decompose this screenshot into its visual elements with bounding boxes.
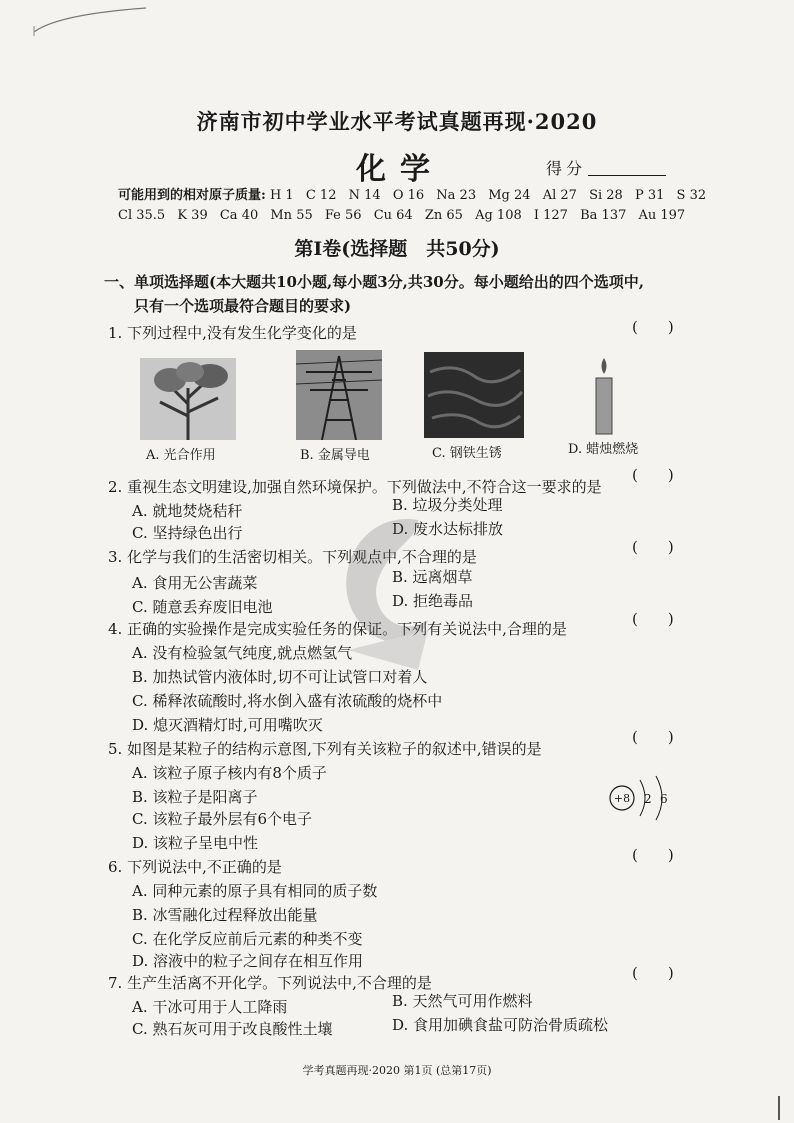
exam-title: 济南市初中学业水平考试真题再现·2020 (196, 109, 598, 134)
q7-option-c[interactable]: C. 熟石灰可用于改良酸性土壤 (132, 1020, 333, 1038)
q3-option-d[interactable]: D. 拒绝毒品 (392, 592, 474, 610)
answer-paren-5[interactable]: ( ) (632, 728, 674, 746)
atomic-masses-row-2 (118, 208, 693, 223)
answer-paren-4[interactable]: ( ) (632, 610, 674, 628)
atomic-mass-item: C 12 (305, 188, 337, 203)
atomic-mass-item: Na 23 (436, 188, 477, 203)
answer-paren-6[interactable]: ( ) (632, 846, 674, 864)
atomic-masses-row-1 (118, 184, 714, 203)
atomic-mass-item: Mg 24 (488, 188, 531, 203)
q5-option-a[interactable]: A. 该粒子原子核内有8个质子 (132, 764, 327, 782)
q6-option-d[interactable]: D. 溶液中的粒子之间存在相互作用 (132, 952, 364, 970)
atomic-mass-item: Zn 65 (424, 208, 463, 223)
particle-structure-diagram (604, 768, 684, 828)
answer-paren-1[interactable]: ( ) (632, 318, 674, 336)
electron-shell-2: 6 (660, 792, 668, 806)
q1-caption-a: A. 光合作用 (146, 448, 216, 463)
section-intro (104, 270, 704, 318)
atomic-mass-item: Fe 56 (324, 208, 362, 223)
atomic-mass-item: I 127 (533, 208, 568, 223)
q2-option-d[interactable]: D. 废水达标排放 (392, 520, 504, 538)
score-label: 得分 (546, 159, 587, 178)
q4-option-b[interactable]: B. 加热试管内液体时,切不可让试管口对着人 (132, 668, 428, 686)
q7-option-d[interactable]: D. 食用加碘食盐可防治骨质疏松 (392, 1016, 609, 1034)
q3-option-b[interactable]: B. 远离烟草 (392, 568, 473, 586)
atomic-mass-item: P 31 (634, 188, 665, 203)
section-intro-line-1: 一、单项选择题(本大题共10小题,每小题3分,共30分。每小题给出的四个选项中, (104, 273, 644, 291)
q1-caption-c: C. 钢铁生锈 (432, 446, 502, 461)
q6-option-b[interactable]: B. 冰雪融化过程释放出能量 (132, 906, 318, 924)
q2-option-a[interactable]: A. 就地焚烧秸秆 (132, 502, 243, 520)
question-1-stem: 1. 下列过程中,没有发生化学变化的是 (108, 324, 357, 342)
atomic-mass-item: Ag 108 (475, 208, 522, 223)
rusty-steel-image (424, 352, 524, 438)
q5-option-b[interactable]: B. 该粒子是阳离子 (132, 788, 258, 806)
section-intro-line-2: 只有一个选项最符合题目的要求) (134, 297, 352, 315)
q4-option-a[interactable]: A. 没有检验氢气纯度,就点燃氢气 (132, 644, 353, 662)
atomic-mass-item: K 39 (177, 208, 208, 223)
nucleus-charge: +8 (613, 792, 631, 805)
atomic-mass-item: S 32 (676, 188, 707, 203)
page-footer: 学考真题再现·2020 第1页 (总第17页) (302, 1064, 492, 1077)
answer-paren-2[interactable]: ( ) (632, 466, 674, 484)
question-3-stem: 3. 化学与我们的生活密切相关。下列观点中,不合理的是 (108, 548, 477, 566)
question-2-stem: 2. 重视生态文明建设,加强自然环境保护。下列做法中,不符合这一要求的是 (108, 478, 602, 496)
question-5-stem: 5. 如图是某粒子的结构示意图,下列有关该粒子的叙述中,错误的是 (108, 740, 542, 758)
atomic-mass-item: Si 28 (589, 188, 623, 203)
electron-shell-1: 2 (644, 792, 652, 806)
atomic-mass-item: Cl 35.5 (118, 208, 166, 223)
q3-option-a[interactable]: A. 食用无公害蔬菜 (132, 574, 258, 592)
score-field (546, 156, 666, 179)
question-4-stem: 4. 正确的实验操作是完成实验任务的保证。下列有关说法中,合理的是 (108, 620, 567, 638)
atomic-mass-item: Ca 40 (219, 208, 259, 223)
atomic-masses-label: 可能用到的相对原子质量: (118, 188, 266, 203)
atomic-mass-item: Au 197 (638, 208, 686, 223)
candle-image (590, 356, 618, 436)
question-7-stem: 7. 生产生活离不开化学。下列说法中,不合理的是 (108, 974, 432, 992)
q2-option-b[interactable]: B. 垃圾分类处理 (392, 496, 503, 514)
q2-option-c[interactable]: C. 坚持绿色出行 (132, 524, 243, 542)
section-title: 第Ⅰ卷(选择题 共50分) (294, 238, 500, 260)
q4-option-c[interactable]: C. 稀释浓硫酸时,将水倒入盛有浓硫酸的烧杯中 (132, 692, 443, 710)
scan-corner-mark (30, 6, 150, 36)
atomic-mass-item: Mn 55 (270, 208, 313, 223)
power-tower-image (296, 350, 382, 440)
atomic-mass-item: Cu 64 (373, 208, 413, 223)
atomic-mass-item: N 14 (348, 188, 381, 203)
q1-caption-d: D. 蜡烛燃烧 (568, 442, 639, 457)
watermark-logo (318, 500, 448, 680)
score-blank[interactable] (588, 175, 666, 176)
question-6-stem: 6. 下列说法中,不正确的是 (108, 858, 282, 876)
atomic-mass-item: Ba 137 (580, 208, 627, 223)
q5-option-c[interactable]: C. 该粒子最外层有6个电子 (132, 810, 313, 828)
q4-option-d[interactable]: D. 熄灭酒精灯时,可用嘴吹灭 (132, 716, 323, 734)
q7-option-a[interactable]: A. 干冰可用于人工降雨 (132, 998, 288, 1016)
q5-option-d[interactable]: D. 该粒子呈电中性 (132, 834, 259, 852)
q7-option-b[interactable]: B. 天然气可用作燃料 (392, 992, 533, 1010)
subject-title: 化学 (356, 152, 444, 187)
atomic-mass-item: H 1 (269, 188, 294, 203)
answer-paren-3[interactable]: ( ) (632, 538, 674, 556)
atomic-mass-item: Al 27 (542, 188, 577, 203)
atomic-mass-item: O 16 (392, 188, 425, 203)
q6-option-c[interactable]: C. 在化学反应前后元素的种类不变 (132, 930, 363, 948)
q1-caption-b: B. 金属导电 (300, 448, 370, 463)
q6-option-a[interactable]: A. 同种元素的原子具有相同的质子数 (132, 882, 378, 900)
q3-option-c[interactable]: C. 随意丢弃废旧电池 (132, 598, 273, 616)
answer-paren-7[interactable]: ( ) (632, 964, 674, 982)
photosynthesis-image (140, 358, 236, 440)
scan-edge-mark (776, 1096, 782, 1120)
